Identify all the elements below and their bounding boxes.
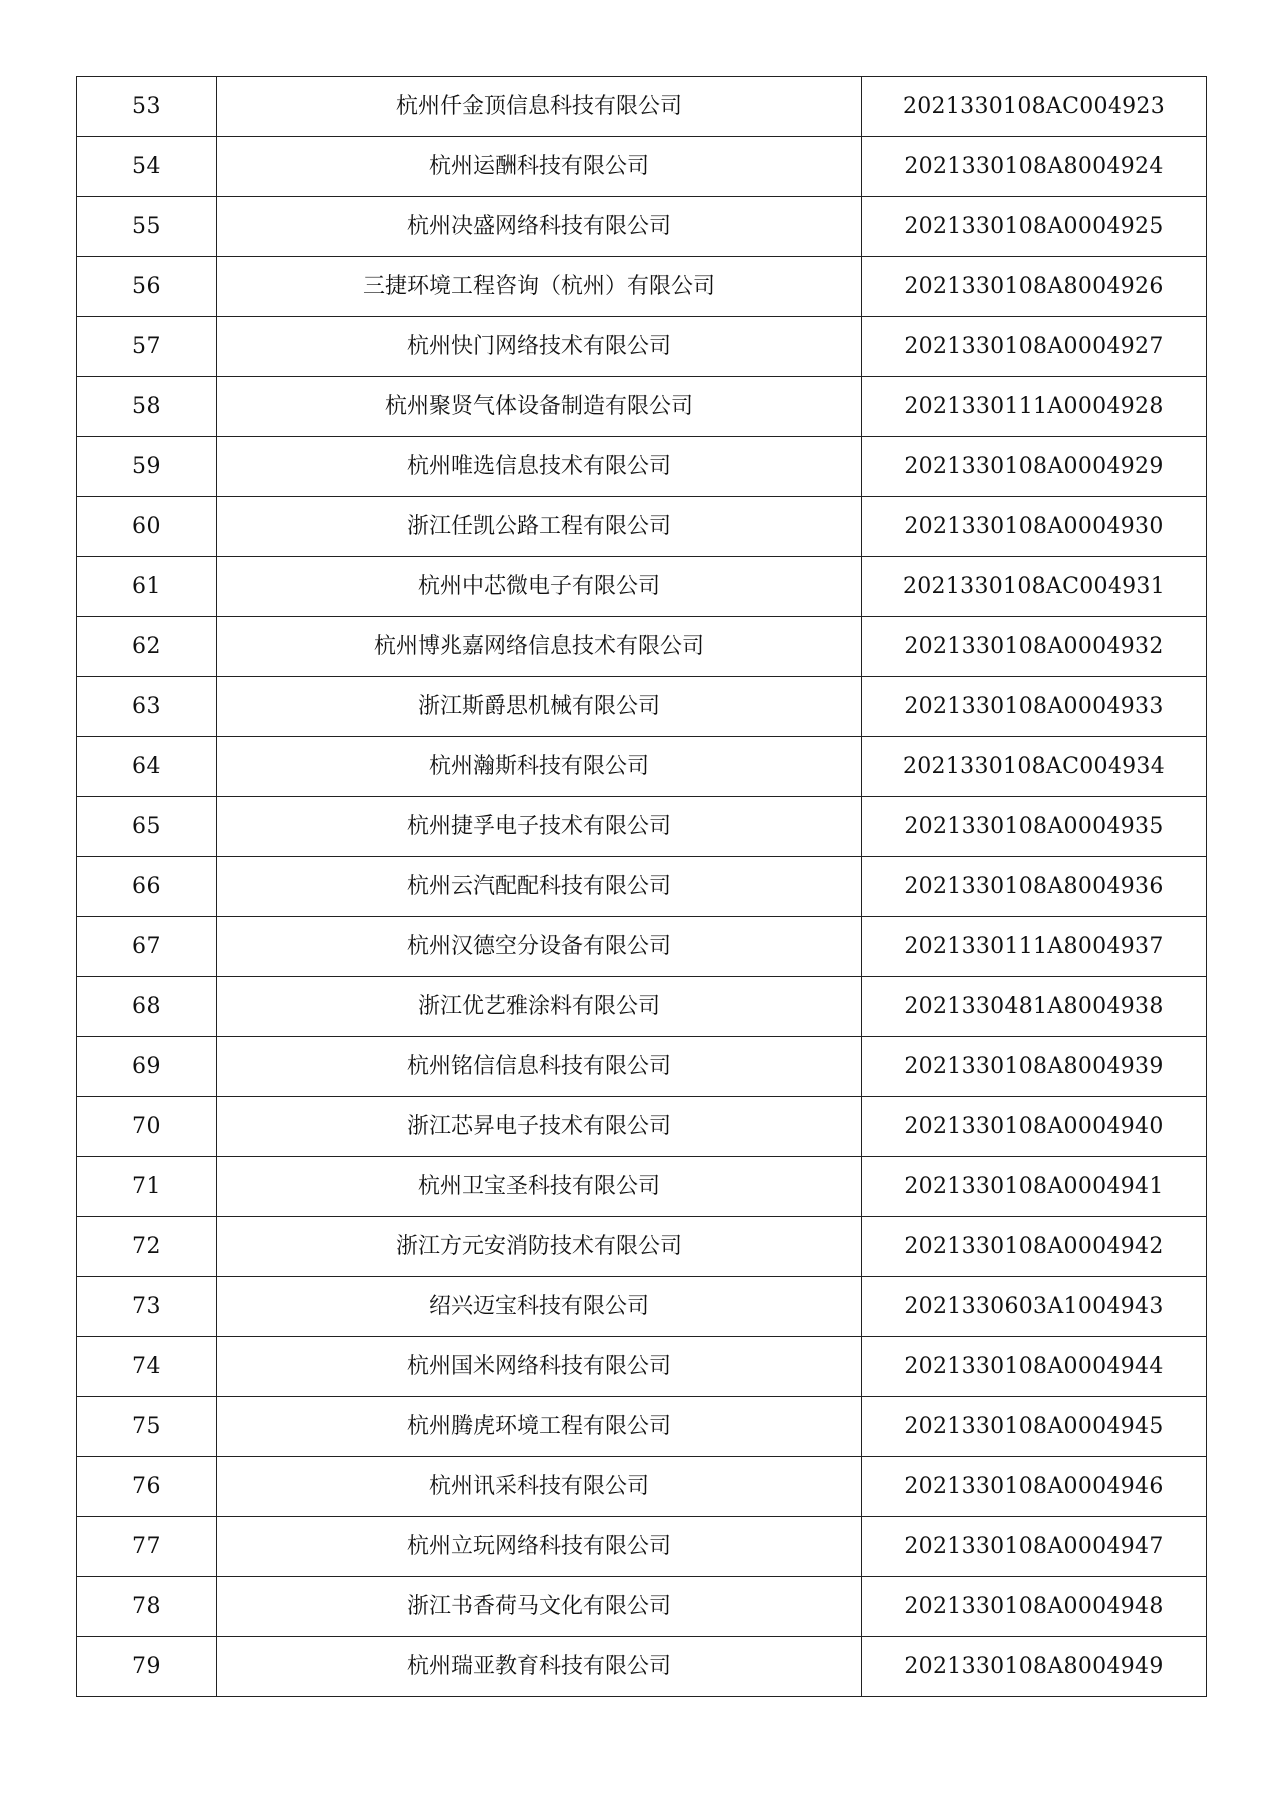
- company-name-cell: 杭州立玩网络科技有限公司: [217, 1517, 862, 1577]
- serial-number-cell: 70: [77, 1097, 217, 1157]
- registration-code-cell: 2021330108A8004924: [862, 137, 1207, 197]
- registration-code-cell: 2021330108AC004931: [862, 557, 1207, 617]
- company-name-cell: 杭州卫宝圣科技有限公司: [217, 1157, 862, 1217]
- serial-number-cell: 66: [77, 857, 217, 917]
- registration-code-cell: 2021330108A8004949: [862, 1637, 1207, 1697]
- serial-number-cell: 65: [77, 797, 217, 857]
- serial-number-cell: 69: [77, 1037, 217, 1097]
- serial-number-cell: 62: [77, 617, 217, 677]
- table-row: [77, 257, 1207, 317]
- table-row: [77, 437, 1207, 497]
- company-name-cell: 浙江斯爵思机械有限公司: [217, 677, 862, 737]
- serial-number-cell: 77: [77, 1517, 217, 1577]
- serial-number-cell: 63: [77, 677, 217, 737]
- table-row: [77, 917, 1207, 977]
- table-row: [77, 1277, 1207, 1337]
- serial-number-cell: 76: [77, 1457, 217, 1517]
- company-name-cell: 杭州国米网络科技有限公司: [217, 1337, 862, 1397]
- registration-code-cell: 2021330108A0004932: [862, 617, 1207, 677]
- company-name-cell: 杭州运酬科技有限公司: [217, 137, 862, 197]
- serial-number-cell: 57: [77, 317, 217, 377]
- company-name-cell: 杭州铭信信息科技有限公司: [217, 1037, 862, 1097]
- table-row: [77, 797, 1207, 857]
- registration-code-cell: 2021330603A1004943: [862, 1277, 1207, 1337]
- registration-code-cell: 2021330108AC004934: [862, 737, 1207, 797]
- table-row: [77, 737, 1207, 797]
- company-name-cell: 杭州聚贤气体设备制造有限公司: [217, 377, 862, 437]
- table-row: [77, 857, 1207, 917]
- company-name-cell: 杭州腾虎环境工程有限公司: [217, 1397, 862, 1457]
- serial-number-cell: 73: [77, 1277, 217, 1337]
- serial-number-cell: 53: [77, 77, 217, 137]
- table-row: [77, 497, 1207, 557]
- table-row: [77, 317, 1207, 377]
- serial-number-cell: 78: [77, 1577, 217, 1637]
- registration-code-cell: 2021330481A8004938: [862, 977, 1207, 1037]
- table-row: [77, 1337, 1207, 1397]
- table-row: [77, 977, 1207, 1037]
- company-name-cell: 浙江任凯公路工程有限公司: [217, 497, 862, 557]
- serial-number-cell: 60: [77, 497, 217, 557]
- registration-code-cell: 2021330108A0004925: [862, 197, 1207, 257]
- table-row: [77, 1097, 1207, 1157]
- company-name-cell: 浙江书香荷马文化有限公司: [217, 1577, 862, 1637]
- company-name-cell: 杭州云汽配配科技有限公司: [217, 857, 862, 917]
- serial-number-cell: 55: [77, 197, 217, 257]
- registration-code-cell: 2021330108A0004947: [862, 1517, 1207, 1577]
- table-row: [77, 1037, 1207, 1097]
- serial-number-cell: 59: [77, 437, 217, 497]
- table-row: [77, 617, 1207, 677]
- serial-number-cell: 74: [77, 1337, 217, 1397]
- company-name-cell: 杭州瀚斯科技有限公司: [217, 737, 862, 797]
- company-name-cell: 杭州瑞亚教育科技有限公司: [217, 1637, 862, 1697]
- serial-number-cell: 72: [77, 1217, 217, 1277]
- serial-number-cell: 64: [77, 737, 217, 797]
- serial-number-cell: 58: [77, 377, 217, 437]
- table-row: [77, 197, 1207, 257]
- table-row: [77, 1517, 1207, 1577]
- serial-number-cell: 68: [77, 977, 217, 1037]
- registration-code-cell: 2021330108A0004933: [862, 677, 1207, 737]
- registration-code-cell: 2021330108A0004942: [862, 1217, 1207, 1277]
- registration-code-cell: 2021330111A0004928: [862, 377, 1207, 437]
- serial-number-cell: 61: [77, 557, 217, 617]
- table-row: [77, 1157, 1207, 1217]
- table-row: [77, 557, 1207, 617]
- serial-number-cell: 71: [77, 1157, 217, 1217]
- company-name-cell: 绍兴迈宝科技有限公司: [217, 1277, 862, 1337]
- table-body: [77, 77, 1207, 1697]
- company-name-cell: 杭州仟金顶信息科技有限公司: [217, 77, 862, 137]
- company-name-cell: 浙江方元安消防技术有限公司: [217, 1217, 862, 1277]
- table-row: [77, 1217, 1207, 1277]
- registration-code-cell: 2021330108A0004927: [862, 317, 1207, 377]
- serial-number-cell: 75: [77, 1397, 217, 1457]
- company-name-cell: 杭州汉德空分设备有限公司: [217, 917, 862, 977]
- registration-code-cell: 2021330108A8004936: [862, 857, 1207, 917]
- company-name-cell: 杭州唯选信息技术有限公司: [217, 437, 862, 497]
- registration-code-cell: 2021330108A0004946: [862, 1457, 1207, 1517]
- company-name-cell: 浙江优艺雅涂料有限公司: [217, 977, 862, 1037]
- company-name-cell: 杭州讯采科技有限公司: [217, 1457, 862, 1517]
- registration-code-cell: 2021330108AC004923: [862, 77, 1207, 137]
- registration-code-cell: 2021330111A8004937: [862, 917, 1207, 977]
- table-row: [77, 1457, 1207, 1517]
- company-name-cell: 杭州决盛网络科技有限公司: [217, 197, 862, 257]
- registration-code-cell: 2021330108A0004929: [862, 437, 1207, 497]
- registration-code-cell: 2021330108A8004926: [862, 257, 1207, 317]
- company-name-cell: 杭州中芯微电子有限公司: [217, 557, 862, 617]
- registration-code-cell: 2021330108A0004945: [862, 1397, 1207, 1457]
- table-row: [77, 1637, 1207, 1697]
- registration-code-cell: 2021330108A0004935: [862, 797, 1207, 857]
- registration-code-cell: 2021330108A0004940: [862, 1097, 1207, 1157]
- company-name-cell: 杭州捷孚电子技术有限公司: [217, 797, 862, 857]
- serial-number-cell: 54: [77, 137, 217, 197]
- registration-code-cell: 2021330108A0004948: [862, 1577, 1207, 1637]
- company-name-cell: 浙江芯昇电子技术有限公司: [217, 1097, 862, 1157]
- serial-number-cell: 79: [77, 1637, 217, 1697]
- table-row: [77, 1577, 1207, 1637]
- registration-code-cell: 2021330108A8004939: [862, 1037, 1207, 1097]
- table-row: [77, 677, 1207, 737]
- table-row: [77, 1397, 1207, 1457]
- registration-code-cell: 2021330108A0004944: [862, 1337, 1207, 1397]
- serial-number-cell: 67: [77, 917, 217, 977]
- table-row: [77, 77, 1207, 137]
- company-name-cell: 杭州快门网络技术有限公司: [217, 317, 862, 377]
- company-name-cell: 三捷环境工程咨询（杭州）有限公司: [217, 257, 862, 317]
- serial-number-cell: 56: [77, 257, 217, 317]
- table-row: [77, 137, 1207, 197]
- company-registry-table: [76, 76, 1207, 1697]
- company-name-cell: 杭州博兆嘉网络信息技术有限公司: [217, 617, 862, 677]
- registration-code-cell: 2021330108A0004930: [862, 497, 1207, 557]
- registration-code-cell: 2021330108A0004941: [862, 1157, 1207, 1217]
- table-row: [77, 377, 1207, 437]
